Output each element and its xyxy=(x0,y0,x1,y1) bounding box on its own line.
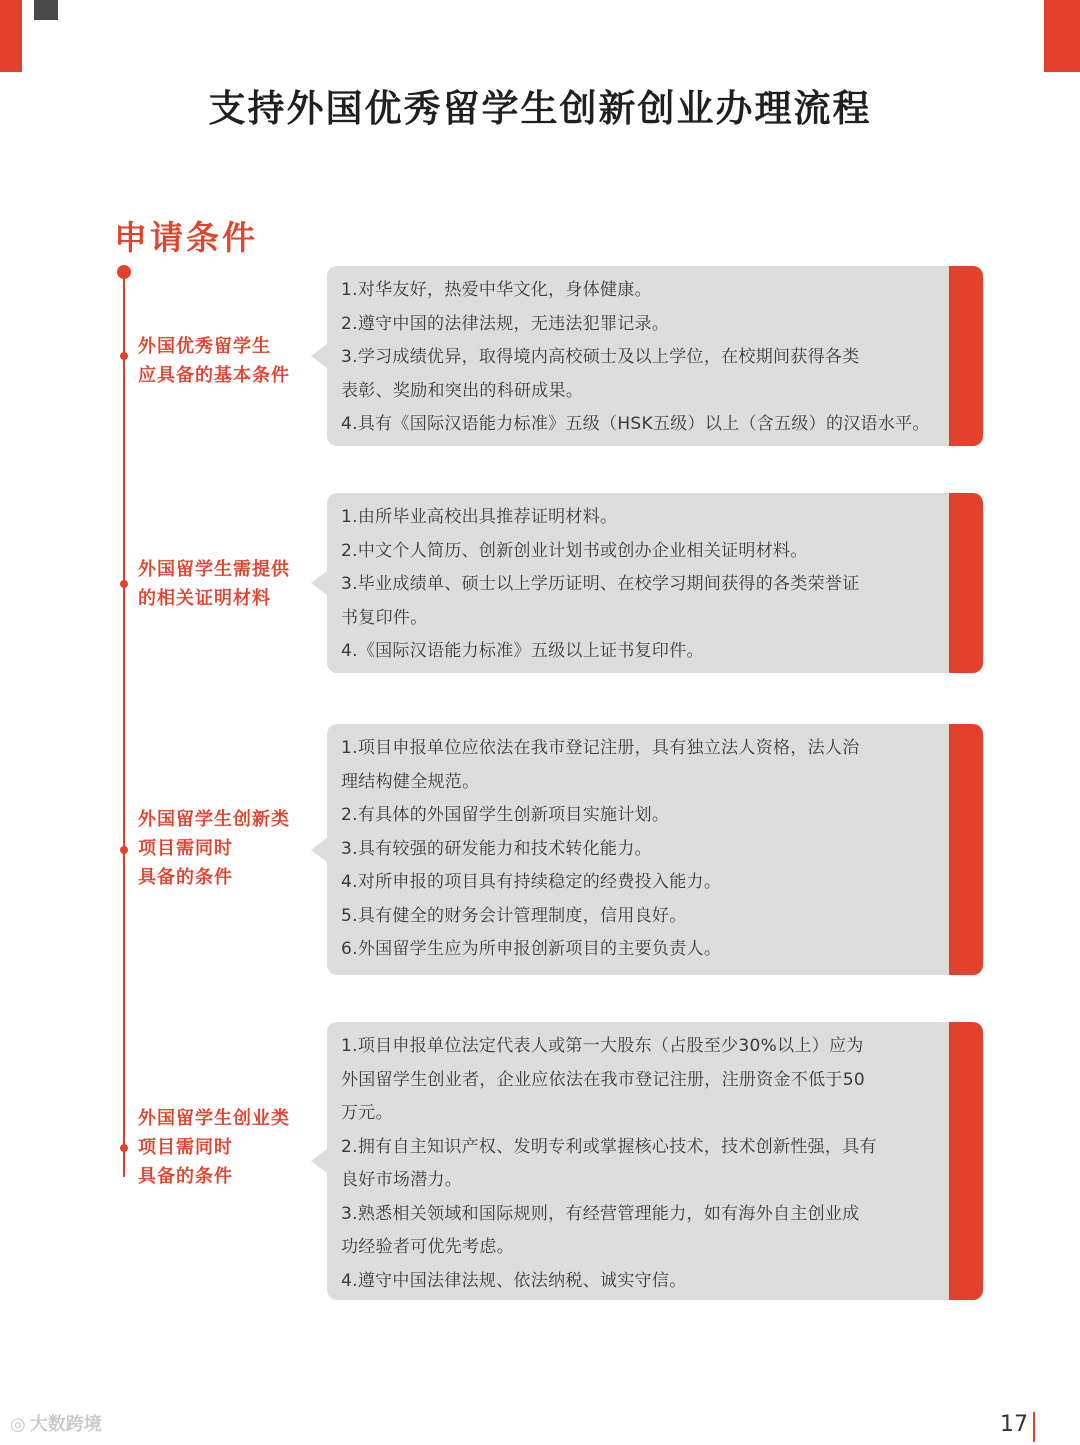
startup-label-line: 具备的条件 xyxy=(138,1166,233,1187)
page-title: 支持外国优秀留学生创新创业办理流程 xyxy=(208,87,872,130)
watermark-text: 大数跨境 xyxy=(29,1414,102,1435)
materials-label xyxy=(138,555,313,613)
innovation-text xyxy=(341,732,947,967)
timeline-dot xyxy=(120,352,128,360)
materials-label-line: 的相关证明材料 xyxy=(138,588,271,609)
corner-accent-left xyxy=(0,0,22,72)
page-number-accent xyxy=(1033,1412,1035,1442)
startup-label-line: 项目需同时 xyxy=(138,1137,233,1158)
condition-line: 1.对华友好，热爱中华文化，身体健康。 xyxy=(341,280,652,300)
innovation-line: 5.具有健全的财务会计管理制度，信用良好。 xyxy=(341,905,687,926)
page-number: 17 xyxy=(1000,1412,1028,1437)
startup-line: 2.拥有自主知识产权、发明专利或掌握核心技术，技术创新性强，具有 xyxy=(341,1136,877,1157)
materials-card xyxy=(327,493,983,673)
materials-label-line: 外国留学生需提供 xyxy=(138,559,290,580)
innovation-line: 1.项目申报单位应依法在我市登记注册，具有独立法人资格，法人治 xyxy=(341,738,860,758)
innovation-line: 6.外国留学生应为所申报创新项目的主要负责人。 xyxy=(341,939,722,959)
innovation-line: 4.对所申报的项目具有持续稳定的经费投入能力。 xyxy=(341,872,722,892)
startup-line: 万元。 xyxy=(341,1103,393,1123)
startup-line: 3.熟悉相关领域和国际规则，有经营管理能力，如有海外自主创业成 xyxy=(341,1203,860,1224)
materials-line: 3.毕业成绩单、硕士以上学历证明、在校学习期间获得的各类荣誉证 xyxy=(341,574,860,594)
startup-line: 功经验者可优先考虑。 xyxy=(341,1237,514,1257)
materials-line: 书复印件。 xyxy=(341,607,428,628)
corner-accent-gray xyxy=(34,0,58,20)
condition-line: 2.遵守中国的法律法规，无违法犯罪记录。 xyxy=(341,313,670,334)
condition-line: 3.学习成绩优异，取得境内高校硕士及以上学位，在校期间获得各类 xyxy=(341,347,860,367)
timeline-dot xyxy=(120,580,128,588)
startup-line: 1.项目申报单位法定代表人或第一大股东（占股至少30%以上）应为 xyxy=(341,1036,864,1056)
condition-card xyxy=(327,266,983,446)
condition-line: 4.具有《国际汉语能力标准》五级（HSK五级）以上（含五级）的汉语水平。 xyxy=(341,414,930,434)
condition-label-line: 外国优秀留学生 xyxy=(138,336,271,357)
materials-line: 1.由所毕业高校出具推荐证明材料。 xyxy=(341,507,618,527)
timeline-start-dot xyxy=(117,265,131,279)
timeline-line xyxy=(123,272,125,1177)
timeline-dot xyxy=(120,846,128,854)
condition-label xyxy=(138,332,313,390)
innovation-line: 3.具有较强的研发能力和技术转化能力。 xyxy=(341,838,652,859)
watermark xyxy=(10,1410,102,1436)
startup-line: 外国留学生创业者，企业应依法在我市登记注册，注册资金不低于50 xyxy=(341,1069,865,1090)
card-accent-bar xyxy=(949,724,983,975)
card-accent-bar xyxy=(949,493,983,673)
watermark-logo-icon: ◎ xyxy=(10,1414,26,1435)
condition-line: 表彰、奖励和突出的科研成果。 xyxy=(341,380,584,401)
condition-label-line: 应具备的基本条件 xyxy=(138,365,290,386)
card-accent-bar xyxy=(949,266,983,446)
section-title: 申请条件 xyxy=(114,218,258,257)
innovation-label-line: 具备的条件 xyxy=(138,867,233,888)
innovation-card xyxy=(327,724,983,975)
innovation-line: 2.有具体的外国留学生创新项目实施计划。 xyxy=(341,805,670,825)
condition-text xyxy=(341,274,947,442)
startup-line: 良好市场潜力。 xyxy=(341,1170,463,1190)
startup-label-line: 外国留学生创业类 xyxy=(138,1108,290,1129)
materials-text xyxy=(341,501,947,669)
startup-card xyxy=(327,1022,983,1300)
startup-text xyxy=(341,1030,947,1298)
innovation-label-line: 外国留学生创新类 xyxy=(138,809,290,830)
startup-label xyxy=(138,1104,313,1191)
innovation-line: 理结构健全规范。 xyxy=(341,771,480,792)
materials-line: 4.《国际汉语能力标准》五级以上证书复印件。 xyxy=(341,641,704,661)
innovation-label-line: 项目需同时 xyxy=(138,838,233,859)
timeline-dot xyxy=(120,1144,128,1152)
startup-line: 4.遵守中国法律法规、依法纳税、诚实守信。 xyxy=(341,1270,687,1291)
card-accent-bar xyxy=(949,1022,983,1300)
corner-accent-right xyxy=(1044,0,1080,72)
materials-line: 2.中文个人简历、创新创业计划书或创办企业相关证明材料。 xyxy=(341,540,808,561)
innovation-label xyxy=(138,805,313,892)
